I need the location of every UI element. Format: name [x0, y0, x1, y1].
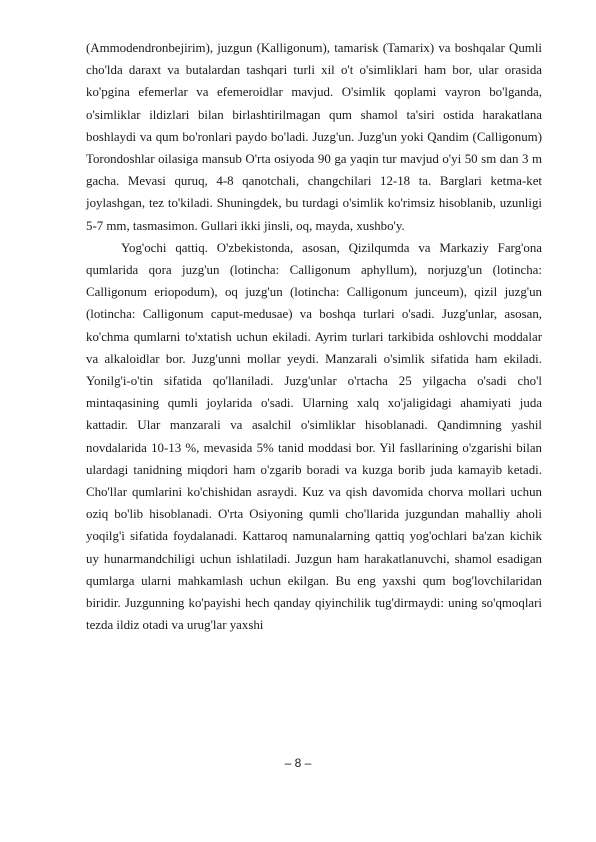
page-body [86, 37, 542, 636]
page-number: – 8 – [284, 756, 312, 770]
paragraph: Yog'ochi qattiq. O'zbekistonda, asosan, Qizilqumda va Markaziy Farg'ona qumlarida qora juzg'un (lotincha: Calligonum aphyllum), norjuzg'un (lotincha: Calligonum eriopodum), oq juzg'un (lotincha: Calligonum junceum), qizil juzg'un (lotincha: Calligonum caput-medusae) va boshqa turlari o'sadi. Juzg'unlar, asosan, ko'chma qumlarni to'xtatish uchun ekiladi. Ayrim turlari tarkibida oshlovchi moddalar va alkaloidlar bor. Juzg'unni mollar yeydi. Manzarali o'simlik sifatida ham ekiladi. Yonilg'i-o'tin sifatida qo'llaniladi. Juzg'unlar o'rtacha 25 yilgacha o'sadi cho'l mintaqasining qumli joylarida o'sadi. Ularning xalq xo'jaligidagi ahamiyati juda kattadir. Ular manzarali va asalchil o'simliklar hisoblanadi. Qandimning yashil novdalarida 10-13 %, mevasida 5% tanid moddasi bor. Yil fasllarining o'zgarishi bilan ulardagi tanidning miqdori ham o'zgarib boradi va kuzga borib juda kamayib ketadi. Cho'llar qumlarini ko'chishidan asraydi. Kuz va qish davomida chorva mollari uchun oziq bo'lib hisoblanadi. O'rta Osiyoning qumli cho'llarida juzgundan mahalliy aholi yoqilg'i sifatida foydalanadi. Kattaroq namunalarning qattiq yog'ochlari ba'zan kichik uy hunarmandchiligi uchun ishlatiladi. Juzgun ham harakatlanuvchi, shamol esadigan qumlarga ularni mahkamlash uchun ekilgan. Bu eng yaxshi qum bog'lovchilaridan biridir. Juzgunning ko'payishi hech qanday qiyinchilik tug'dirmaydi: uning so'qmoqlari tezda ildiz otadi va urug'lar yaxshi [86, 240, 542, 633]
watermark-mark [0, 150, 6, 225]
paragraph: (Ammodendronbejirim), juzgun (Kalligonum), tamarisk (Tamarix) va boshqalar Qumli cho'lda daraxt va butalardan tashqari turli xil o't o'simliklari ham bor, ular orasida ko'pgina efemerlar va efemeroidlar mavjud. O'simlik qoplami vayron bo'lganda, o'simliklar ildizlari bilan birlashtirilmagan qum shamol ta'siri ostida harakatlana boshlaydi va qum bo'ronlari paydo bo'ladi. Juzg'un. Juzg'un yoki Qandim (Calligonum) Torondoshlar oilasiga mansub O'rta osiyoda 90 ga yaqin tur mavjud o'yi 50 sm dan 3 m gacha. Mevasi quruq, 4-8 qanotchali, changchilari 12-18 ta. Barglari ketma-ket joylashgan, tez to'kiladi. Shuningdek, bu turdagi o'simlik ko'rimsiz hisoblanib, uzunligi 5-7 mm, tasmasimon. Gullari ikki jinsli, oq, mayda, xushbo'y. [86, 41, 542, 233]
watermark-mark [0, 480, 16, 555]
